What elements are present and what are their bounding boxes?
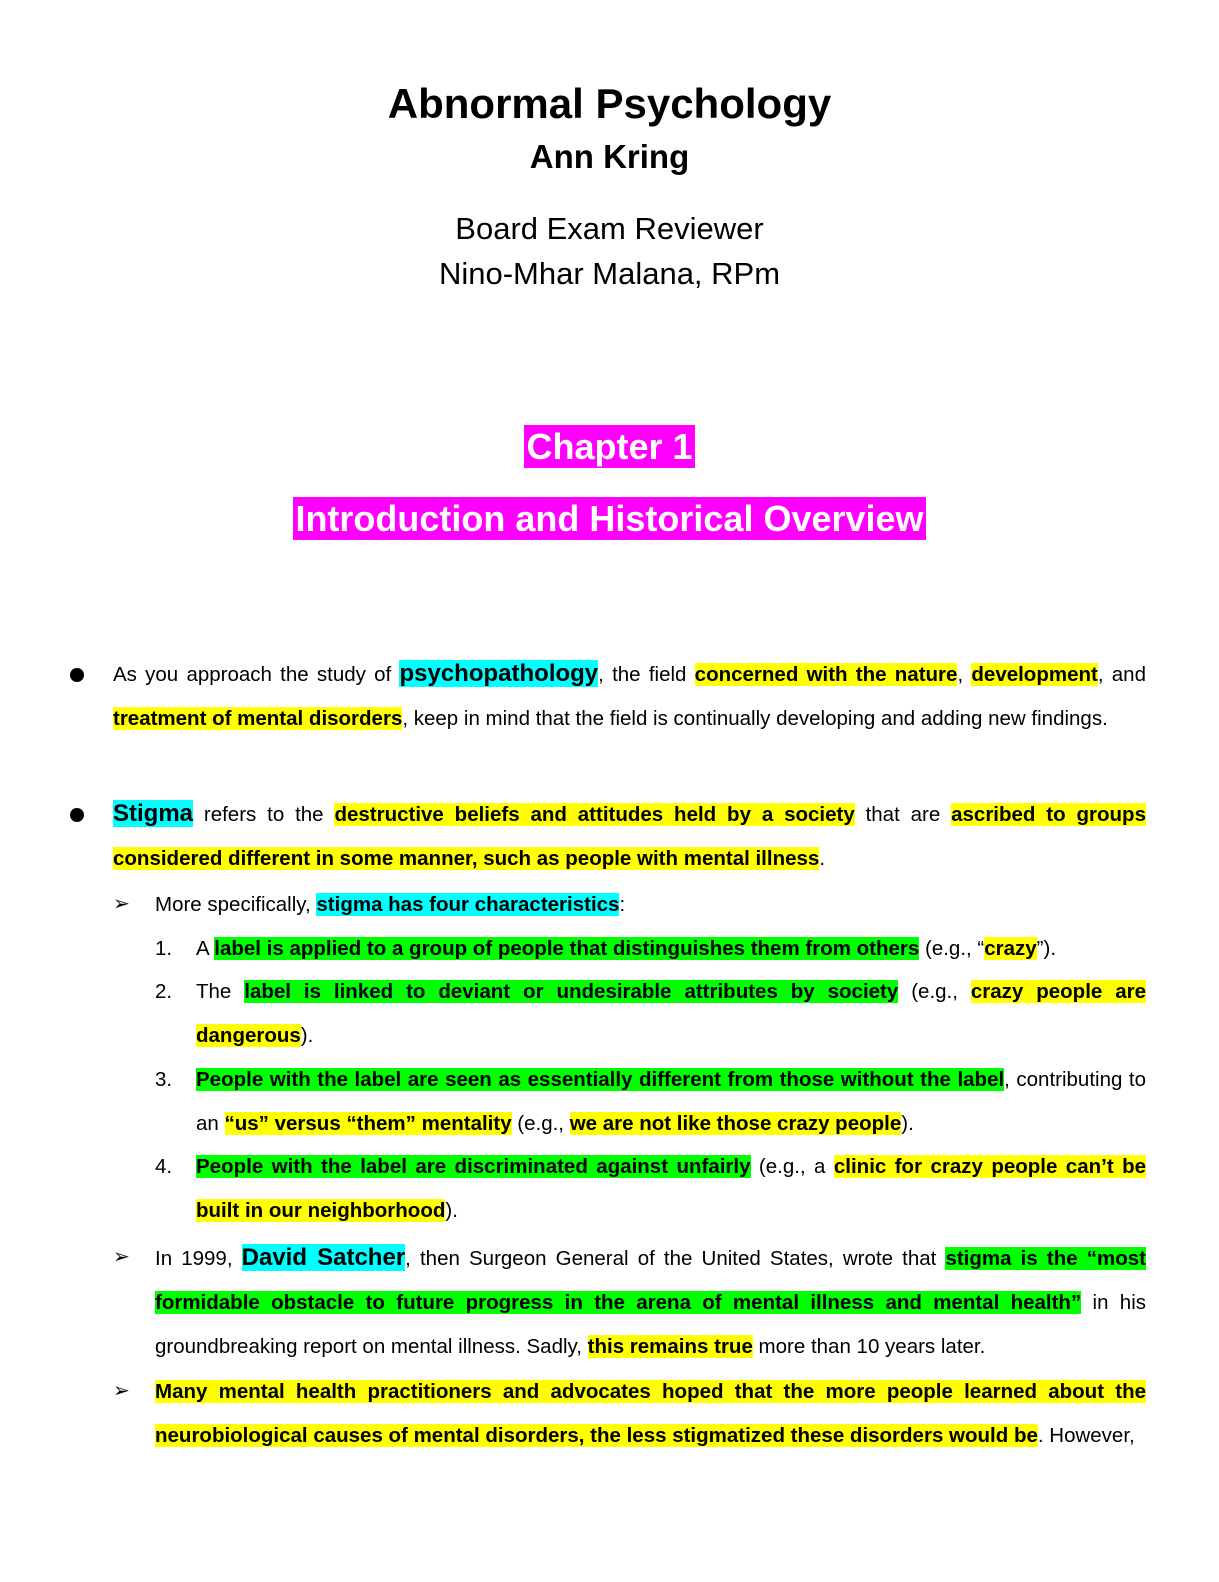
text-run: in his groundbreaking report on mental illness. Sadly, xyxy=(155,1291,1147,1358)
highlight-text: treatment of mental disorders xyxy=(113,707,403,730)
arrow-bullet-icon: ➢ xyxy=(113,1380,130,1402)
text-run: . However, xyxy=(1037,1424,1135,1447)
text-run: more than 10 years later. xyxy=(752,1335,986,1358)
document-author: Ann Kring xyxy=(529,138,690,175)
highlight-text: we are not like those crazy people xyxy=(569,1112,902,1135)
highlight-term-psychopathology: psychopathology xyxy=(399,660,599,687)
highlight-term-david-satcher: David Satcher xyxy=(241,1244,406,1271)
list-item xyxy=(196,970,1146,1058)
highlight-text: crazy people are dangerous xyxy=(196,980,1147,1047)
text-run: In 1999, xyxy=(155,1247,242,1270)
text-run: . xyxy=(819,847,826,870)
paragraph-psychopathology xyxy=(113,652,1146,741)
document-subtitle: Board Exam Reviewer xyxy=(455,211,764,246)
text-run: (e.g., a xyxy=(750,1155,834,1178)
text-run: , xyxy=(957,663,972,686)
highlight-text: crazy xyxy=(984,937,1037,960)
highlight-text: stigma is the “most formidable obstacle to future progress in the arena of mental illness and mental health” xyxy=(155,1247,1146,1314)
text-run: that are xyxy=(854,803,952,826)
list-item xyxy=(196,1145,1146,1233)
text-run: A xyxy=(196,937,215,960)
highlight-text: label is linked to deviant or undesirable attributes by society xyxy=(244,980,899,1003)
paragraph-stigma xyxy=(113,792,1146,881)
highlight-text: “us” versus “them” mentality xyxy=(224,1112,512,1135)
highlight-text: People with the label are discriminated against unfairly xyxy=(196,1155,751,1178)
highlight-term-stigma: Stigma xyxy=(113,800,194,827)
text-run: The xyxy=(196,980,245,1003)
arrow-bullet-icon: ➢ xyxy=(113,1246,130,1268)
text-run: , keep in mind that the field is continually developing and adding new findings. xyxy=(402,707,1108,730)
list-number: 2. xyxy=(155,980,173,1003)
document-reviewer: Nino-Mhar Malana, RPm xyxy=(438,256,781,291)
chapter-number xyxy=(0,426,1219,468)
list-item xyxy=(196,927,1146,971)
arrow-bullet-icon: ➢ xyxy=(113,893,130,915)
list-number: 1. xyxy=(155,937,173,960)
chapter-title xyxy=(0,498,1219,540)
chapter-title-text: Introduction and Historical Overview xyxy=(295,498,924,539)
text-run: (e.g., xyxy=(898,980,971,1003)
text-run: (e.g., xyxy=(511,1112,570,1135)
bullet-icon xyxy=(70,808,84,822)
chapter-number-text: Chapter 1 xyxy=(526,426,693,467)
text-run: ). xyxy=(300,1024,314,1047)
text-run: ”). xyxy=(1036,937,1057,960)
paragraph-four-characteristics xyxy=(155,883,1146,927)
highlight-text: label is applied to a group of people that distinguishes them from others xyxy=(214,937,920,960)
highlight-text: clinic for crazy people can’t be built in our neighborhood xyxy=(196,1155,1146,1222)
text-run: , contributing to an xyxy=(196,1068,1146,1135)
text-run: refers to the xyxy=(193,803,335,826)
highlight-term: stigma has four characteristics xyxy=(316,893,620,916)
highlight-text: Many mental health practitioners and advocates hoped that the more people learned about the neurobiological causes of mental disorders, the less stigmatized these disorders would be xyxy=(155,1380,1146,1447)
list-number: 4. xyxy=(155,1155,173,1178)
text-run: (e.g., “ xyxy=(919,937,985,960)
paragraph-neurobiological-causes xyxy=(155,1370,1146,1458)
bullet-icon xyxy=(70,668,84,682)
highlight-text: People with the label are seen as essentially different from those without the label xyxy=(196,1068,1005,1091)
highlight-text: development xyxy=(971,663,1098,686)
text-run: As you approach the study of xyxy=(113,663,400,686)
highlight-text: this remains true xyxy=(587,1335,753,1358)
list-item xyxy=(196,1058,1146,1146)
paragraph-david-satcher xyxy=(155,1236,1146,1369)
text-run: , and xyxy=(1097,663,1146,686)
text-run: ). xyxy=(901,1112,914,1135)
text-run: , the field xyxy=(598,663,695,686)
highlight-text: destructive beliefs and attitudes held by a society xyxy=(334,803,855,826)
text-run: : xyxy=(619,893,626,916)
highlight-text: concerned with the nature xyxy=(694,663,958,686)
text-run: , then Surgeon General of the United States, wrote that xyxy=(405,1247,946,1270)
document-title: Abnormal Psychology xyxy=(387,80,832,127)
list-number: 3. xyxy=(155,1068,173,1091)
text-run: More specifically, xyxy=(155,893,317,916)
highlight-text: ascribed to groups considered different in some manner, such as people with mental illness xyxy=(113,803,1146,870)
text-run: ). xyxy=(445,1199,458,1222)
